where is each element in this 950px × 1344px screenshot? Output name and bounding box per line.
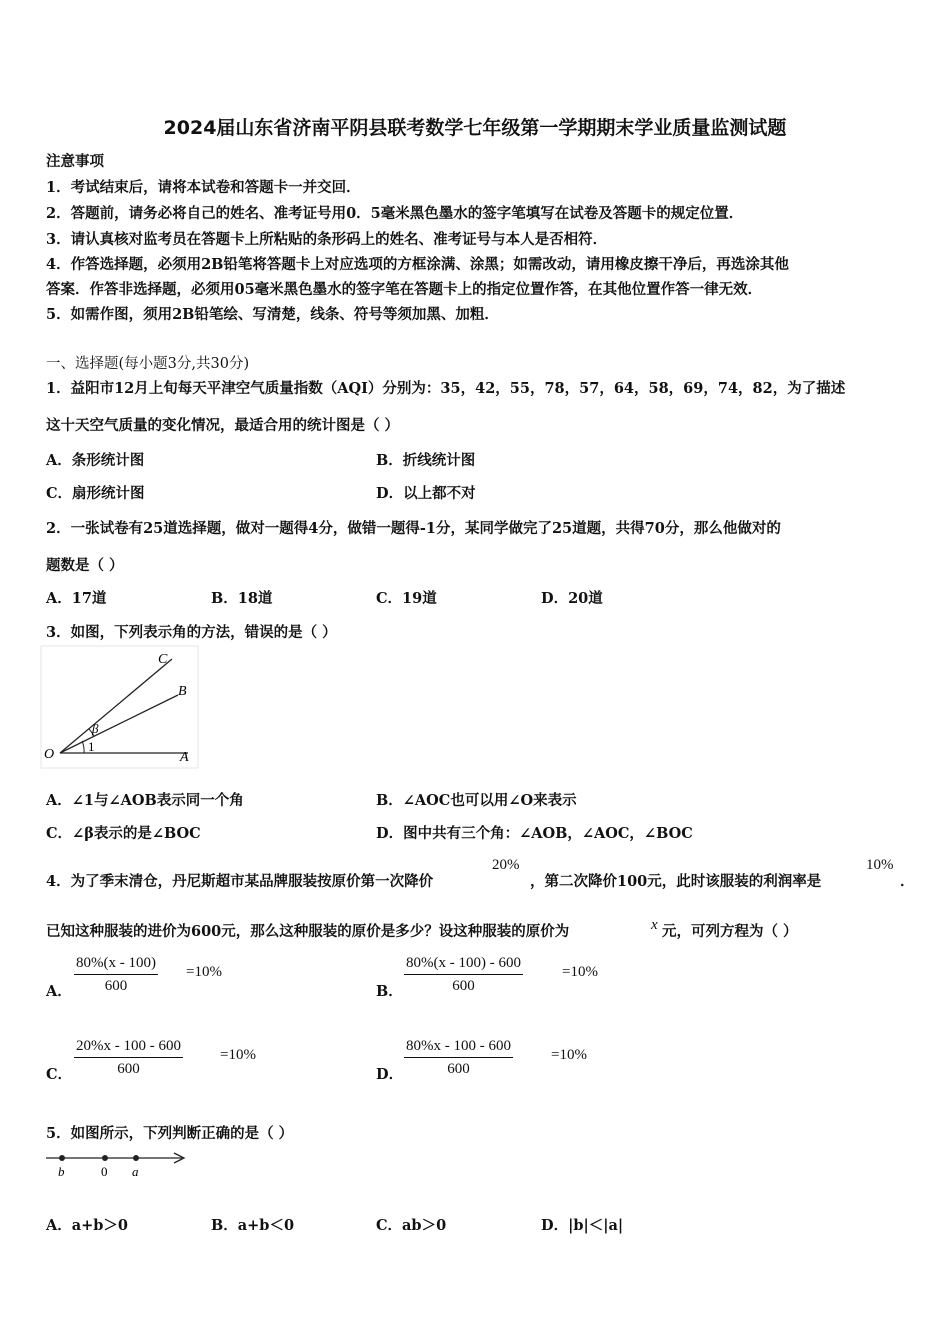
q4-option-b-rhs: =10% (562, 964, 598, 980)
notice-item: 答案．作答非选择题，必须用05毫米黑色墨水的签字笔在答题卡上的指定位置作答，在其他位置作答一律无效． (46, 281, 763, 298)
q5-option-b[interactable]: B．a+b＜0 (211, 1217, 295, 1234)
q3-option-c[interactable]: C．∠β表示的是∠BOC (46, 825, 201, 842)
q2-option-d[interactable]: D．20道 (541, 590, 603, 607)
q1-option-a[interactable]: A．条形统计图 (46, 452, 145, 469)
q4-option-d-label[interactable]: D． (376, 1066, 404, 1083)
q4-option-d-numerator: 80%x - 100 - 600 (404, 1035, 513, 1058)
q4-option-b-label[interactable]: B． (376, 983, 403, 1000)
q4-option-a-denominator: 600 (104, 978, 128, 994)
q4-pct1: 20% (492, 857, 520, 873)
q2-option-b[interactable]: B．18道 (211, 590, 273, 607)
q5-option-d[interactable]: D．|b|＜|a| (541, 1217, 624, 1234)
q2-stem-line1: 2．一张试卷有25道选择题，做对一题得4分，做错一题得-1分，某同学做完了25道题，共得70分，那么他做对的 (46, 520, 781, 537)
q4-stem-line2b: 元，可列方程为（ ） (662, 923, 798, 940)
q1-option-d[interactable]: D．以上都不对 (376, 485, 476, 502)
q4-stem-part1: 4．为了季末清仓，丹尼斯超市某品牌服装按原价第一次降价 (46, 873, 434, 890)
q2-option-a[interactable]: A．17道 (46, 590, 107, 607)
notice-item: 1．考试结束后，请将本试卷和答题卡一并交回． (46, 179, 361, 196)
label-zero: 0 (101, 1164, 108, 1179)
q4-option-b-fraction[interactable] (404, 952, 523, 997)
notice-item: 4．作答选择题，必须用2B铅笔将答题卡上对应选项的方框涂满、涂黑；如需改动，请用橡皮擦干净后，再选涂其他 (46, 256, 789, 273)
q3-option-b[interactable]: B．∠AOC也可以用∠O来表示 (376, 792, 577, 809)
q3-option-a[interactable]: A．∠1与∠AOB表示同一个角 (46, 792, 244, 809)
notice-item: 5．如需作图，须用2B铅笔绘、写清楚，线条、符号等须加黑、加粗． (46, 306, 499, 323)
q4-option-c-denominator: 600 (117, 1061, 140, 1077)
q1-stem-line2: 这十天空气质量的变化情况，最适合用的统计图是（ ） (46, 417, 400, 434)
label-b: B (178, 684, 187, 699)
label-beta: β (92, 721, 99, 736)
section-heading: 一、选择题(每小题3分,共30分) (46, 356, 250, 372)
notice-item: 2．答题前，请务必将自己的姓名、准考证号用0．5毫米黑色墨水的签字笔填写在试卷及答题卡的规定位置． (46, 205, 744, 222)
label-o: O (44, 747, 55, 762)
q4-stem-part3: ． (900, 873, 915, 890)
label-b-point: b (58, 1164, 65, 1179)
q4-option-d-rhs: =10% (551, 1047, 587, 1063)
q4-option-c-fraction[interactable] (74, 1035, 183, 1080)
q2-stem-line2: 题数是（ ） (46, 557, 124, 574)
q4-stem-part2: ，第二次降价100元，此时该服装的利润率是 (530, 873, 822, 890)
q5-option-a[interactable]: A．a+b＞0 (46, 1217, 129, 1234)
q5-stem: 5．如图所示，下列判断正确的是（ ） (46, 1125, 294, 1142)
q4-pct2: 10% (866, 857, 894, 873)
q4-option-c-numerator: 20%x - 100 - 600 (74, 1035, 183, 1058)
label-c: C (158, 652, 168, 667)
q3-stem: 3．如图，下列表示角的方法，错误的是（ ） (46, 624, 337, 641)
q4-option-c-label[interactable]: C． (46, 1066, 73, 1083)
notice-heading: 注意事项 (46, 153, 104, 170)
q4-var: x (651, 917, 658, 933)
q1-option-c[interactable]: C．扇形统计图 (46, 485, 145, 502)
q1-option-b[interactable]: B．折线统计图 (376, 452, 476, 469)
q4-option-a-numerator: 80%(x - 100) (74, 952, 158, 975)
page-title: 2024届山东省济南平阴县联考数学七年级第一学期期末学业质量监测试题 (163, 117, 787, 139)
q4-option-a-rhs: =10% (186, 964, 222, 980)
label-one: 1 (88, 739, 95, 754)
q4-option-a-label[interactable]: A． (46, 983, 72, 1000)
notice-item: 3．请认真核对监考员在答题卡上所粘贴的条形码上的姓名、准考证号与本人是否相符． (46, 231, 608, 248)
number-line-figure (40, 1148, 195, 1180)
q4-stem-line2a: 已知这种服装的进价为600元，那么这种服装的原价是多少？设这种服装的原价为 (46, 923, 570, 940)
label-a-point: a (132, 1164, 139, 1179)
q3-option-d[interactable]: D．图中共有三个角：∠AOB，∠AOC，∠BOC (376, 825, 693, 842)
q5-option-c[interactable]: C．ab＞0 (376, 1217, 447, 1234)
q1-stem-line1: 1．益阳市12月上旬每天平津空气质量指数（AQI）分别为：35，42，55，78，57，64，58，69，74，82，为了描述 (46, 380, 846, 397)
angle-figure (40, 645, 200, 770)
q4-option-a-fraction[interactable] (74, 952, 158, 997)
q4-option-b-numerator: 80%(x - 100) - 600 (404, 952, 523, 975)
q4-option-b-denominator: 600 (452, 978, 475, 994)
q4-option-d-denominator: 600 (447, 1061, 470, 1077)
label-a: A (180, 750, 189, 765)
q4-option-d-fraction[interactable] (404, 1035, 513, 1080)
q2-option-c[interactable]: C．19道 (376, 590, 437, 607)
q4-option-c-rhs: =10% (220, 1047, 256, 1063)
